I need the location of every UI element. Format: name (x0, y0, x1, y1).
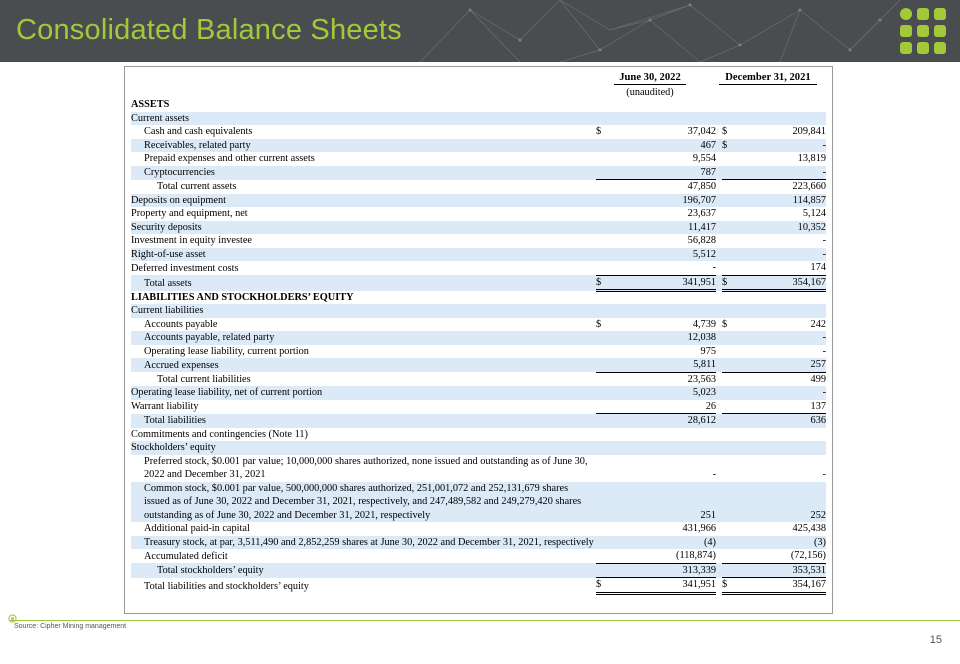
row-label: Investment in equity investee (131, 235, 252, 246)
june-value: 26 (604, 400, 716, 414)
row-label: Current assets (131, 112, 596, 126)
june-value: 251 (604, 482, 716, 523)
december-dollar-sign: $ (722, 139, 730, 153)
balance-sheet-rows (131, 98, 826, 595)
june-value: 37,042 (687, 126, 716, 137)
june-value: 5,811 (604, 358, 716, 372)
source-note: Source: Cipher Mining management (14, 623, 127, 630)
row-label: Warrant liability (131, 401, 199, 412)
june-value (604, 291, 716, 305)
december-value: 137 (730, 400, 826, 414)
table-row (131, 261, 826, 275)
december-dollar-sign (722, 386, 730, 400)
december-value: 354,167 (730, 578, 826, 594)
june-value (604, 98, 716, 112)
june-dollar-sign (596, 441, 604, 455)
june-dollar-sign (596, 248, 604, 262)
december-value: 354,167 (730, 275, 826, 291)
june-value: 56,828 (687, 235, 716, 246)
june-value: 28,612 (604, 414, 716, 428)
table-row (131, 482, 826, 523)
december-dollar-sign (722, 345, 730, 359)
page-number: 15 (929, 634, 942, 646)
june-value: 467 (604, 139, 716, 153)
december-value (730, 441, 826, 455)
december-value: 174 (730, 261, 826, 275)
row-label: Preferred stock, $0.001 par value; 10,000,000 shares authorized, none issued and outstanding as of June 30, 2022 and December 31, 2021 (144, 455, 588, 480)
december-dollar-sign (722, 261, 730, 275)
june-value: 975 (700, 345, 716, 357)
december-dollar-sign (722, 358, 730, 372)
row-label: Receivables, related party (131, 139, 596, 153)
june-dollar-sign (596, 400, 604, 414)
june-value: 9,554 (692, 153, 716, 164)
row-label: Deferred investment costs (131, 262, 239, 274)
june-value: 11,417 (604, 221, 716, 235)
table-row (131, 98, 826, 112)
june-dollar-sign (596, 139, 604, 153)
balance-sheet-table (124, 66, 833, 614)
row-label: Total liabilities and stockholders’ equity (144, 580, 309, 592)
table-row (131, 125, 826, 139)
table-row (131, 180, 826, 194)
december-value: - (822, 235, 826, 246)
december-value (730, 291, 826, 305)
december-value: - (822, 345, 826, 357)
june-dollar-sign (596, 221, 604, 235)
table-row (131, 166, 826, 180)
source-icon (8, 614, 17, 623)
december-value: 10,352 (730, 221, 826, 235)
december-value: - (730, 139, 826, 153)
december-dollar-sign (722, 304, 730, 318)
june-value: 12,038 (604, 331, 716, 345)
december-dollar-sign (722, 98, 730, 112)
june-value: 47,850 (687, 181, 716, 192)
column-header-june: June 30, 2022 (614, 72, 686, 85)
column-subheader-unaudited: (unaudited) (626, 87, 674, 98)
row-label: Cash and cash equivalents (144, 126, 253, 137)
december-value: - (730, 331, 826, 345)
december-dollar-sign (722, 152, 730, 166)
june-dollar-sign (596, 98, 604, 112)
december-dollar-sign (722, 549, 730, 563)
december-dollar-sign (722, 372, 730, 386)
table-row (131, 152, 826, 166)
june-value: 23,637 (687, 208, 716, 219)
june-value (604, 428, 716, 442)
row-label: Total stockholders’ equity (131, 563, 596, 578)
table-row (131, 455, 826, 482)
june-dollar-sign (596, 180, 604, 194)
table-row (131, 221, 826, 235)
row-label: Operating lease liability, net of current portion (131, 386, 596, 400)
june-dollar-sign (596, 549, 604, 563)
table-row (131, 194, 826, 208)
table-row (131, 112, 826, 126)
june-value: 313,339 (604, 563, 716, 578)
june-dollar-sign (596, 482, 604, 523)
december-dollar-sign (722, 234, 730, 248)
june-value: (118,874) (604, 549, 716, 563)
december-dollar-sign (722, 536, 730, 550)
table-row (131, 414, 826, 428)
june-dollar-sign (596, 304, 604, 318)
row-label: LIABILITIES AND STOCKHOLDERS’ EQUITY (131, 291, 354, 303)
footer-divider (10, 620, 960, 621)
table-row (131, 139, 826, 153)
december-dollar-sign (722, 428, 730, 442)
december-value: 242 (810, 318, 826, 330)
december-value (730, 428, 826, 442)
june-value (604, 304, 716, 318)
june-dollar-sign (596, 372, 604, 386)
table-row (131, 248, 826, 262)
december-value: - (730, 386, 826, 400)
december-value: 636 (730, 414, 826, 428)
june-dollar-sign: $ (596, 318, 602, 330)
december-dollar-sign (722, 400, 730, 414)
table-row (131, 400, 826, 414)
december-value: 114,857 (730, 194, 826, 208)
december-dollar-sign (722, 180, 730, 194)
table-row (131, 549, 826, 563)
june-value: 787 (604, 166, 716, 180)
december-value: 257 (730, 358, 826, 372)
december-dollar-sign (722, 522, 730, 536)
dot-grid-logo-icon (900, 8, 946, 54)
row-label: Accounts payable, related party (131, 331, 596, 345)
june-dollar-sign (596, 455, 604, 482)
december-dollar-sign (722, 563, 730, 578)
table-row (131, 207, 826, 221)
row-label: Total current liabilities (157, 373, 251, 385)
december-value: - (730, 166, 826, 180)
june-dollar-sign (596, 358, 604, 372)
december-dollar-sign (722, 166, 730, 180)
table-row (131, 331, 826, 345)
june-value: 196,707 (604, 194, 716, 208)
row-label: Accumulated deficit (144, 550, 228, 562)
table-row (131, 275, 826, 291)
december-dollar-sign (722, 221, 730, 235)
december-dollar-sign (722, 414, 730, 428)
december-dollar-sign (722, 112, 730, 126)
june-value: (4) (604, 536, 716, 550)
june-value: 431,966 (682, 523, 716, 534)
december-value: 5,124 (802, 208, 826, 219)
table-row (131, 304, 826, 318)
row-label: Current liabilities (131, 304, 596, 318)
december-dollar-sign (722, 194, 730, 208)
row-label: Operating lease liability, current portion (144, 345, 309, 357)
row-label: Total current assets (157, 181, 237, 192)
december-value: 499 (810, 373, 826, 385)
june-dollar-sign (596, 112, 604, 126)
row-label: Treasury stock, at par, 3,511,490 and 2,852,259 shares at June 30, 2022 and December 31, 2021, respectively (131, 536, 596, 550)
june-value: 4,739 (692, 318, 716, 330)
june-dollar-sign (596, 331, 604, 345)
june-dollar-sign (596, 536, 604, 550)
december-value: 223,660 (792, 181, 826, 192)
slide-header (0, 0, 960, 62)
december-dollar-sign (722, 207, 730, 221)
june-dollar-sign (596, 234, 604, 248)
june-value: 341,951 (604, 275, 716, 291)
december-value: 13,819 (797, 153, 826, 164)
june-dollar-sign (596, 563, 604, 578)
june-dollar-sign (596, 207, 604, 221)
table-row (131, 372, 826, 386)
row-label: Security deposits (131, 221, 596, 235)
column-header-december: December 31, 2021 (719, 72, 817, 85)
table-row (131, 386, 826, 400)
december-value: 353,531 (730, 563, 826, 578)
june-dollar-sign: $ (596, 275, 604, 291)
june-dollar-sign (596, 428, 604, 442)
table-row (131, 291, 826, 305)
december-value: 252 (730, 482, 826, 523)
row-label: Common stock, $0.001 par value, 500,000,000 shares authorized, 251,001,072 and 252,131,679 shares issued as of June 30, 2022 and December 31, 2021, respectively, and 247,489,582 and 249,279,420 shares outstanding as of June 30, 2022 and December 31, 2021, respectively (131, 482, 596, 523)
june-value: - (604, 261, 716, 275)
row-label: ASSETS (131, 99, 170, 110)
december-value: (72,156) (730, 549, 826, 563)
row-label: Cryptocurrencies (131, 166, 596, 180)
december-dollar-sign (722, 455, 730, 482)
june-dollar-sign (596, 194, 604, 208)
june-value: 23,563 (687, 373, 716, 385)
june-dollar-sign (596, 386, 604, 400)
june-dollar-sign (596, 261, 604, 275)
december-value (730, 304, 826, 318)
june-value: 5,023 (604, 386, 716, 400)
table-row (131, 318, 826, 332)
june-value: - (712, 469, 716, 480)
december-value: - (822, 469, 826, 480)
row-label: Deposits on equipment (131, 194, 596, 208)
december-value: 425,438 (792, 523, 826, 534)
june-dollar-sign (596, 414, 604, 428)
december-dollar-sign (722, 248, 730, 262)
june-value: 5,512 (604, 248, 716, 262)
december-value: - (730, 248, 826, 262)
december-dollar-sign (722, 291, 730, 305)
december-value: 209,841 (792, 126, 826, 137)
row-label: Property and equipment, net (131, 208, 248, 219)
december-dollar-sign: $ (722, 126, 728, 137)
june-dollar-sign (596, 522, 604, 536)
december-dollar-sign (722, 441, 730, 455)
table-row (131, 522, 826, 536)
table-row (131, 563, 826, 578)
december-dollar-sign (722, 482, 730, 523)
june-dollar-sign (596, 291, 604, 305)
table-row (131, 578, 826, 594)
june-dollar-sign (596, 166, 604, 180)
row-label: Total assets (131, 275, 596, 291)
row-label: Accounts payable (144, 318, 218, 330)
june-value: 341,951 (604, 578, 716, 594)
row-label: Total liabilities (131, 414, 596, 428)
june-dollar-sign (596, 345, 604, 359)
table-row (131, 234, 826, 248)
row-label: Additional paid-in capital (144, 523, 250, 534)
june-dollar-sign: $ (596, 578, 604, 594)
june-dollar-sign: $ (596, 126, 602, 137)
table-row (131, 345, 826, 359)
row-label: Stockholders’ equity (131, 441, 596, 455)
december-value: (3) (730, 536, 826, 550)
table-row (131, 428, 826, 442)
december-value (730, 98, 826, 112)
page-title: Consolidated Balance Sheets (16, 14, 402, 46)
table-row (131, 441, 826, 455)
december-dollar-sign (722, 331, 730, 345)
table-row (131, 536, 826, 550)
june-value (604, 441, 716, 455)
row-label: Prepaid expenses and other current assets (144, 153, 315, 164)
june-value (604, 112, 716, 126)
june-dollar-sign (596, 152, 604, 166)
december-value (730, 112, 826, 126)
december-dollar-sign: $ (722, 318, 728, 330)
december-dollar-sign: $ (722, 275, 730, 291)
december-dollar-sign: $ (722, 578, 730, 594)
table-row (131, 358, 826, 372)
row-label: Accrued expenses (131, 358, 596, 372)
row-label: Right-of-use asset (131, 248, 596, 262)
row-label: Commitments and contingencies (Note 11) (131, 428, 308, 440)
